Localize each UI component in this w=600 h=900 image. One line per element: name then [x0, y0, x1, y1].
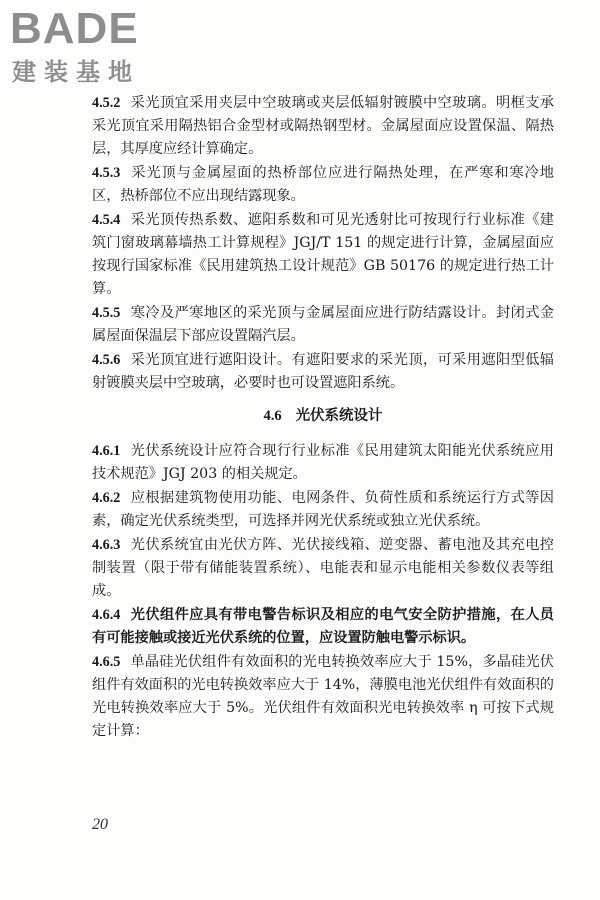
page-number: 20 — [92, 816, 108, 833]
clause-text: 采光顶宜采用夹层中空玻璃或夹层低辐射镀膜中空玻璃。明框支承采光顶宜采用隔热铝合金型材或隔热钢型材。金属屋面应设置保温、隔热层，其厚度应经计算确定。 — [92, 95, 554, 157]
clause-text: 单晶硅光伏组件有效面积的光电转换效率应大于 15%，多晶硅光伏组件有效面积的光电转换效率应大于 14%，薄膜电池光伏组件有效面积的光电转换效率应大于 5%。光伏组件有效面积光电转换效率 η 可按下式规定计算： — [92, 654, 554, 739]
logo-wordmark: BADE — [10, 4, 139, 53]
clause-number: 4.5.4 — [92, 212, 121, 228]
clause-4-5-4 — [92, 209, 554, 301]
clause-4-5-6 — [92, 349, 554, 395]
clause-number: 4.5.5 — [92, 305, 121, 321]
clause-number: 4.5.6 — [92, 352, 121, 368]
clause-text: 采光顶宜进行遮阳设计。有遮阳要求的采光顶，可采用遮阳型低辐射镀膜夹层中空玻璃，必要时也可设置遮阳系统。 — [92, 352, 554, 391]
clause-number: 4.5.2 — [92, 95, 121, 111]
clause-4-5-3 — [92, 162, 554, 208]
clause-4-5-5 — [92, 302, 554, 348]
clause-text: 光伏组件应具有带电警告标识及相应的电气安全防护措施，在人员有可能接触或接近光伏系统的位置，应设置防触电警示标识。 — [92, 607, 554, 646]
clause-text: 寒冷及严寒地区的采光顶与金属屋面应进行防结露设计。封闭式金属屋面保温层下部应设置隔汽层。 — [92, 305, 554, 344]
clause-text: 应根据建筑物使用功能、电网条件、负荷性质和系统运行方式等因素，确定光伏系统类型，可选择并网光伏系统或独立光伏系统。 — [92, 490, 554, 529]
clause-number: 4.6.3 — [92, 537, 121, 553]
clause-text: 光伏系统宜由光伏方阵、光伏接线箱、逆变器、蓄电池及其充电控制装置（限于带有储能装置系统）、电能表和显示电能相关参数仪表等组成。 — [92, 537, 554, 599]
clause-4-6-3 — [92, 534, 554, 603]
bade-logo — [10, 4, 180, 86]
clause-4-6-5 — [92, 651, 554, 743]
section-title: 光伏系统设计 — [295, 408, 383, 424]
logo-subtitle: 建装基地 — [12, 58, 140, 86]
clause-4-6-4 — [92, 604, 554, 650]
clause-4-5-2 — [92, 92, 554, 161]
clause-number: 4.6.2 — [92, 490, 121, 506]
document-body — [92, 92, 554, 744]
clause-number: 4.6.1 — [92, 443, 121, 459]
clause-4-6-1 — [92, 440, 554, 486]
clause-number: 4.6.4 — [92, 607, 121, 623]
clause-4-6-2 — [92, 487, 554, 533]
clause-number: 4.6.5 — [92, 654, 121, 670]
clause-number: 4.5.3 — [92, 165, 121, 181]
section-number: 4.6 — [263, 408, 282, 424]
clause-text: 采光顶与金属屋面的热桥部位应进行隔热处理，在严寒和寒冷地区，热桥部位不应出现结露现象。 — [92, 165, 554, 204]
clause-text: 采光顶传热系数、遮阳系数和可见光透射比可按现行行业标准《建筑门窗玻璃幕墙热工计算规程》JGJ/T 151 的规定进行计算，金属屋面应按现行国家标准《民用建筑热工设计规范》GB 50176 的规定进行热工计算。 — [92, 212, 554, 297]
section-heading — [92, 405, 554, 428]
clause-text: 光伏系统设计应符合现行行业标准《民用建筑太阳能光伏系统应用技术规范》JGJ 203 的相关规定。 — [92, 443, 554, 482]
